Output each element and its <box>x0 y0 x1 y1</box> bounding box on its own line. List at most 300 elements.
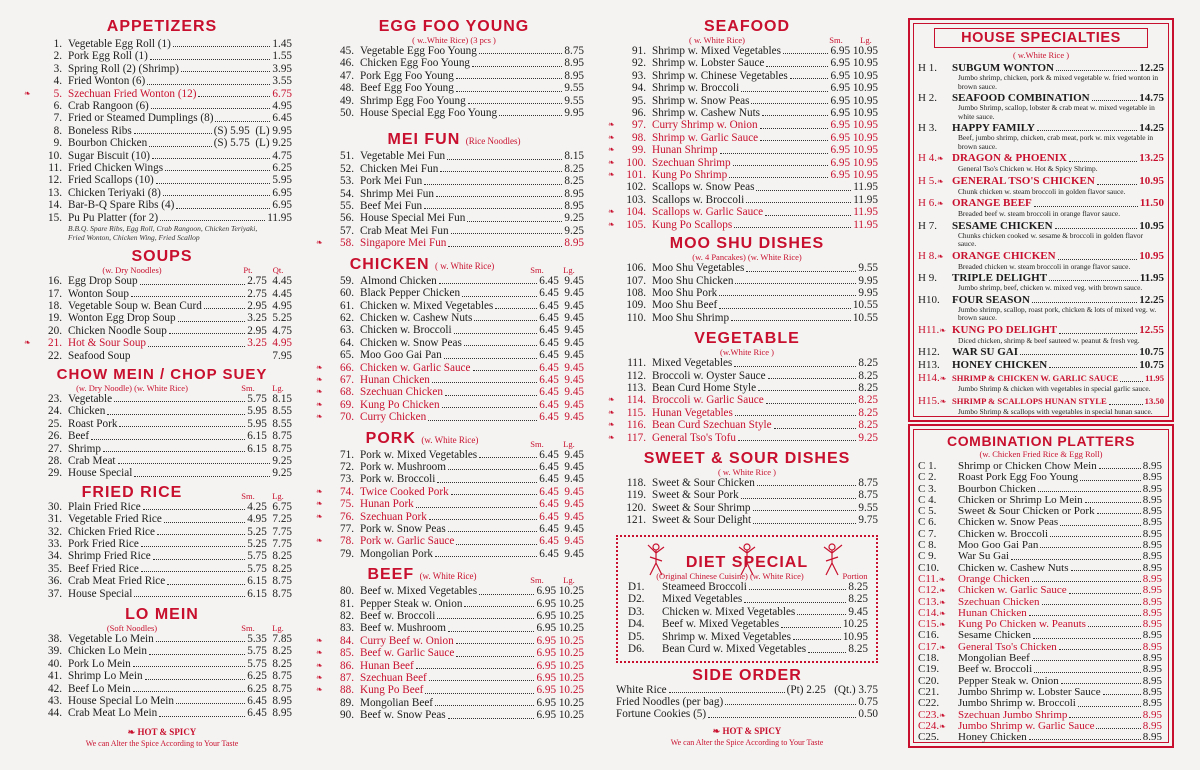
item-price: 6.95 10.95 <box>830 94 878 107</box>
item-name: Scallops w. Snow Peas <box>652 181 755 194</box>
item-number <box>316 361 360 374</box>
item-price: 11.95 <box>1145 373 1164 383</box>
item-name: Szechuan Chicken <box>360 386 443 399</box>
chicken-list <box>316 274 584 424</box>
menu-item <box>316 634 584 647</box>
column-header: Sm. <box>829 35 843 45</box>
item-name: SEAFOOD COMBINATION <box>952 92 1090 104</box>
item-number <box>324 150 360 162</box>
item-price: 8.95 <box>1142 539 1162 552</box>
item-name: Chicken Noodle Soup <box>68 324 167 337</box>
menu-item <box>32 683 292 695</box>
hot-pepper-icon: ❧ <box>936 154 944 163</box>
item-price: 8.95 <box>1142 685 1162 698</box>
item-name: Vegetable <box>68 392 113 405</box>
item-price: 0.50 <box>858 708 878 721</box>
menu-item <box>616 514 878 526</box>
item-number <box>616 107 652 119</box>
item-name: Chicken w. Snow Peas <box>360 336 462 349</box>
item-name: Kung Po Scallops <box>652 218 733 231</box>
dot-leader <box>1085 495 1141 503</box>
item-name: Vegetable Egg Roll (1) <box>68 38 171 50</box>
item-price: 14.25 <box>1139 122 1164 134</box>
item-price: 12.25 <box>1139 293 1164 306</box>
menu-item <box>324 449 584 461</box>
column-header: Lg. <box>563 575 575 586</box>
house-special-row <box>914 220 1168 232</box>
hot-pepper-icon: ❧ <box>939 721 946 731</box>
item-number-text: 56. <box>340 212 354 225</box>
item-number <box>324 349 360 361</box>
item-number <box>32 162 68 174</box>
item-number-text: 69. <box>340 398 354 411</box>
menu-item <box>32 137 292 149</box>
item-number-text: H10. <box>918 293 940 306</box>
item-description: Breaded chicken w. steam broccoli in orange flavor sauce. <box>958 261 1131 271</box>
item-number <box>914 220 952 232</box>
item-description: Jumbo Shrimp & scallops with vegetables in special hunan sauce. <box>958 406 1153 416</box>
friedrice-list <box>32 501 292 600</box>
dot-leader <box>766 57 828 66</box>
item-price: 8.25 <box>858 419 878 432</box>
item-number-text: 40. <box>48 657 62 670</box>
item-name: Pork Egg Foo Young <box>360 69 454 82</box>
item-number <box>914 250 952 263</box>
combo-item <box>914 642 1168 653</box>
item-number-text: 13. <box>48 186 62 199</box>
item-number <box>32 683 68 695</box>
item-name: Mongolian Beef <box>958 652 1030 665</box>
dot-leader <box>440 163 562 172</box>
dot-leader <box>467 212 562 221</box>
dot-leader <box>1059 324 1137 334</box>
menu-item <box>32 150 292 162</box>
item-number-text: 57. <box>340 224 354 237</box>
item-price: 6.95 10.95 <box>830 69 878 82</box>
menu-item <box>32 312 292 324</box>
sweetsour-section <box>616 450 878 527</box>
menu-item <box>324 349 584 361</box>
mooshu-section <box>616 235 878 324</box>
item-number-text: 43. <box>48 695 62 708</box>
dot-leader <box>204 300 245 309</box>
diet-list <box>622 581 872 656</box>
dot-leader <box>1050 529 1141 537</box>
dot-leader <box>1042 597 1141 605</box>
item-number-text: 103. <box>626 193 646 206</box>
dot-leader <box>416 498 537 507</box>
item-name: Mongolian Pork <box>360 547 434 560</box>
item-number <box>32 588 68 600</box>
item-name: Chicken w. Mixed Vegetables <box>360 299 494 312</box>
dot-leader <box>118 455 271 464</box>
item-price: 8.95 <box>564 69 584 82</box>
seafood-section <box>608 18 878 231</box>
item-number <box>32 350 68 362</box>
combo-item <box>914 472 1168 483</box>
menu-item <box>324 709 584 721</box>
item-number-text: 73. <box>340 473 354 486</box>
item-number-text: 46. <box>340 57 354 70</box>
item-name: Sugar Biscuit (10) <box>68 149 151 162</box>
menu-item <box>32 63 292 75</box>
item-name: Beef w. Garlic Sauce <box>360 647 455 660</box>
item-number <box>32 50 68 62</box>
dot-leader <box>176 695 245 704</box>
item-number-text: C14. <box>918 606 940 619</box>
item-number-text: 38. <box>48 633 62 646</box>
item-number-text: H 6. <box>918 197 937 209</box>
item-number <box>324 473 360 485</box>
dot-leader <box>164 513 245 522</box>
section-title-text: MEI FUN <box>387 131 461 149</box>
item-number <box>316 535 360 548</box>
hot-pepper-icon: ❧ <box>316 648 323 658</box>
item-name: Crab Rangoon (6) <box>68 100 149 113</box>
menu-item <box>316 498 584 511</box>
item-name: Moo Shu Shrimp <box>652 311 730 324</box>
item-price: 3.55 <box>272 75 292 88</box>
item-name: Egg Drop Soup <box>68 275 138 288</box>
item-name: Almond Chicken <box>360 274 437 287</box>
dot-leader <box>474 312 537 321</box>
section-title-text: CHICKEN <box>349 255 430 273</box>
menu-item <box>32 350 292 362</box>
house-specialties-inner <box>913 23 1169 417</box>
chicken-section <box>316 255 584 424</box>
item-price: 5.95 8.55 <box>247 405 292 418</box>
item-number <box>324 324 360 336</box>
house-specialties-box <box>908 18 1174 422</box>
item-name: House Special Lo Mein <box>68 695 174 708</box>
section-title: MOO SHU DISHES <box>669 235 825 253</box>
menu-item <box>608 144 878 157</box>
friedrice-section <box>32 484 292 600</box>
item-name: General Tso's Chicken <box>958 640 1057 653</box>
item-number <box>914 62 952 74</box>
menu-item <box>316 386 584 399</box>
item-name: House Special <box>68 467 133 480</box>
dot-leader <box>91 430 245 439</box>
item-number-text: 21. <box>48 337 62 350</box>
section-title: CHOW MEIN / CHOP SUEY <box>56 365 268 383</box>
section-title: SWEET & SOUR DISHES <box>643 449 851 467</box>
hot-pepper-icon: ❧ <box>24 338 31 348</box>
item-name: Hot & Sour Soup <box>68 337 147 350</box>
dot-leader <box>1049 272 1138 281</box>
section-title: LO MEIN <box>125 606 199 624</box>
item-number-text: 1. <box>53 38 62 50</box>
item-price: 6.25 8.75 <box>247 682 292 695</box>
section-title: EGG FOO YOUNG <box>378 18 530 35</box>
item-number-text: H 2. <box>918 92 937 104</box>
item-price: 5.75 8.25 <box>247 645 292 658</box>
item-name: Orange Chicken <box>958 572 1030 585</box>
item-number <box>324 45 360 57</box>
item-price: 2.95 4.75 <box>247 324 292 337</box>
item-name: Crab Meat Fried Rice <box>68 575 166 588</box>
item-price: 6.95 <box>272 199 292 212</box>
item-number: D3. <box>628 605 645 618</box>
dot-leader <box>149 137 211 146</box>
menu-item <box>324 107 584 119</box>
item-number <box>324 598 360 610</box>
item-name: Twice Cooked Pork <box>360 485 449 498</box>
menu-item <box>32 418 292 430</box>
menu-item <box>32 645 292 657</box>
section-header-row <box>32 265 292 275</box>
dot-leader <box>436 188 562 197</box>
house-special-row <box>914 395 1168 408</box>
item-name: Sesame Chicken <box>958 629 1032 642</box>
menu-item <box>24 337 292 350</box>
pork-section <box>316 429 584 561</box>
item-number <box>32 393 68 405</box>
item-name: HAPPY FAMILY <box>952 122 1036 134</box>
item-price: 6.45 9.45 <box>539 324 584 337</box>
item-number-text: 12. <box>48 174 62 187</box>
dot-leader <box>448 709 535 718</box>
dot-leader <box>808 643 846 653</box>
dot-leader <box>147 75 270 84</box>
item-name: HONEY CHICKEN <box>952 359 1048 371</box>
item-number <box>32 63 68 75</box>
menu-item <box>608 431 878 444</box>
dot-leader <box>143 501 246 510</box>
item-name: Chicken w. Cashew Nuts <box>360 311 473 324</box>
item-name: Chicken <box>68 405 106 418</box>
item-number-text: 3. <box>53 62 62 75</box>
item-number <box>616 514 652 526</box>
item-number <box>608 131 652 144</box>
item-number-text: 104. <box>626 206 646 219</box>
dot-leader <box>1029 732 1141 740</box>
item-number <box>32 405 68 417</box>
seafood-list <box>608 45 878 231</box>
item-number-text: 18. <box>48 299 62 312</box>
item-number-text: 110. <box>626 311 646 324</box>
item-name: Sweet & Sour Chicken <box>652 476 755 489</box>
menu-item <box>616 262 878 274</box>
hot-pepper-icon: ❧ <box>316 387 323 397</box>
dot-leader <box>448 622 534 631</box>
item-name: Honey Chicken <box>958 731 1027 744</box>
item-number-text: 62. <box>340 311 354 324</box>
item-number <box>24 337 68 350</box>
item-name: Shrimp <box>68 442 101 455</box>
menu-item <box>616 181 878 193</box>
menu-item <box>324 697 584 709</box>
hot-pepper-icon: ❧ <box>939 586 946 596</box>
dot-leader <box>1032 574 1141 582</box>
section-header-row <box>324 256 584 275</box>
item-price: 6.75 <box>272 87 292 100</box>
dot-leader <box>448 523 538 532</box>
eggfooyoung-section <box>324 18 584 119</box>
dot-leader <box>156 174 271 183</box>
item-number-text: 58. <box>340 237 354 250</box>
item-price: 6.95 10.25 <box>536 684 584 697</box>
item-number <box>32 575 68 587</box>
item-name: Szechuan Pork <box>360 510 427 523</box>
item-name: Sweet & Sour Shrimp <box>652 501 751 514</box>
item-description: Chunks chicken cooked w. sesame & broccoli in golden flavor sauce. <box>958 230 1144 248</box>
item-price: 2.95 4.95 <box>247 299 292 312</box>
item-name: Kung Po Beef <box>360 684 424 697</box>
item-price: 9.55 <box>564 82 584 95</box>
menu-item <box>32 670 292 682</box>
dot-leader <box>429 511 537 520</box>
item-number-text: 32. <box>48 525 62 538</box>
item-price: 10.75 <box>1139 359 1164 371</box>
house-special-item <box>914 62 1168 91</box>
hot-pepper-icon: ❧ <box>939 608 946 618</box>
item-price: 8.95 <box>1142 719 1162 732</box>
dot-leader <box>156 633 246 642</box>
menu-item <box>324 461 584 473</box>
item-name: Curry Shrimp w. Onion <box>652 119 758 132</box>
menu-item <box>324 300 584 312</box>
item-price: 6.95 10.25 <box>536 659 584 672</box>
house-special-item <box>914 359 1168 371</box>
item-price: 2.75 4.45 <box>247 287 292 300</box>
diet-item <box>622 606 872 619</box>
item-number-text: 97. <box>632 119 646 132</box>
item-number-text: 16. <box>48 275 62 288</box>
menu-item <box>32 526 292 538</box>
item-number-text: 53. <box>340 175 354 188</box>
dot-leader <box>479 585 534 594</box>
hot-pepper-icon: ❧ <box>938 574 946 584</box>
item-number-text: 113. <box>626 381 646 394</box>
dot-leader <box>424 175 562 184</box>
item-price: 8.95 <box>1142 572 1162 585</box>
menu-item <box>616 357 878 369</box>
item-number-text: 114. <box>626 394 646 407</box>
item-name: Hunan Vegetables <box>652 406 733 419</box>
menu-item <box>324 163 584 175</box>
item-number-text: 121. <box>626 514 646 527</box>
item-number-text: C25. <box>918 731 940 744</box>
item-price: 13.50 <box>1144 395 1164 406</box>
item-number-text: 107. <box>626 274 646 287</box>
hot-pepper-icon: ❧ <box>24 88 31 98</box>
menu-item <box>616 370 878 382</box>
item-price: 8.95 <box>1142 584 1162 597</box>
item-price: 5.75 8.15 <box>247 392 292 405</box>
item-number-text: 98. <box>632 131 646 144</box>
item-price: 6.95 10.95 <box>830 131 878 144</box>
item-number-text: 61. <box>340 299 354 312</box>
dot-leader <box>766 394 857 403</box>
hot-spicy-label: HOT & SPICY <box>137 726 197 737</box>
item-name: Szechuan Beef <box>360 672 427 685</box>
item-number-text: 37. <box>48 587 62 600</box>
item-price: 14.75 <box>1139 92 1164 104</box>
item-number-text: 115. <box>626 406 646 419</box>
item-price: 6.45 9.45 <box>539 460 584 473</box>
dot-leader <box>435 697 534 706</box>
item-price: 1.55 <box>272 50 292 63</box>
chowmein-list <box>32 393 292 480</box>
section-note: ( w. White Rice) <box>689 35 745 45</box>
dot-leader <box>1120 372 1143 382</box>
dot-leader <box>756 181 851 190</box>
item-price: 8.95 <box>1142 460 1162 472</box>
dot-leader <box>720 144 829 153</box>
item-name: Hunan Chicken <box>958 606 1027 619</box>
item-price: 4.95 7.25 <box>247 513 292 526</box>
item-price: 8.25 <box>848 593 868 606</box>
item-number <box>32 112 68 124</box>
combo-item <box>914 664 1168 675</box>
menu-item <box>32 174 292 186</box>
item-number <box>616 489 652 501</box>
item-number-text: 25. <box>48 417 62 430</box>
menu-item <box>32 563 292 575</box>
menu-item <box>324 324 584 336</box>
item-name: Bean Curd w. Mixed Vegetables <box>662 643 807 656</box>
meifun-list <box>316 150 584 250</box>
item-price: 8.25 <box>564 162 584 175</box>
item-number <box>324 107 360 119</box>
item-number <box>324 610 360 622</box>
dot-leader <box>768 370 857 379</box>
menu-item <box>32 288 292 300</box>
item-name: Crab Meat Mei Fun <box>360 224 449 237</box>
item-name: Sweet & Sour Chicken or Pork <box>958 505 1095 518</box>
item-number-text: 108. <box>626 286 646 299</box>
item-number-text: 63. <box>340 324 354 337</box>
item-name: Crab Meat Lo Mein <box>68 707 158 720</box>
item-number <box>316 510 360 523</box>
item-price: 5.75 8.25 <box>247 657 292 670</box>
item-price: 6.25 <box>272 162 292 175</box>
item-price: 8.25 <box>848 580 868 593</box>
dot-leader <box>472 57 562 66</box>
item-price: 9.25 <box>858 431 878 444</box>
dot-leader <box>731 312 851 321</box>
item-number-text: 93. <box>632 69 646 82</box>
item-price: 6.45 8.95 <box>247 707 292 720</box>
dot-leader <box>160 212 265 221</box>
side-item <box>616 696 878 708</box>
item-number <box>24 87 68 100</box>
item-number <box>324 548 360 560</box>
item-price: 11.95 <box>853 181 878 194</box>
section-header-row <box>32 484 292 501</box>
item-price: 5.25 7.75 <box>247 525 292 538</box>
item-name: Moo Shu Pork <box>652 286 718 299</box>
dot-leader <box>152 150 270 159</box>
item-number <box>616 181 652 193</box>
item-number <box>324 200 360 212</box>
item-price: 8.95 <box>1142 471 1162 484</box>
menu-item <box>616 82 878 94</box>
item-price: 8.95 <box>1142 618 1162 631</box>
house-special-item <box>914 152 1168 174</box>
hot-pepper-icon: ❧ <box>939 374 947 383</box>
menu-item <box>324 337 584 349</box>
section-title <box>324 430 520 449</box>
item-number <box>616 70 652 82</box>
item-number <box>324 709 360 721</box>
item-name: Pork Mei Fun <box>360 175 423 188</box>
mooshu-list <box>616 262 878 324</box>
item-number-text: H 3. <box>918 122 937 134</box>
item-number-text: 100. <box>626 156 646 169</box>
item-name: Kung Po Chicken <box>360 398 440 411</box>
